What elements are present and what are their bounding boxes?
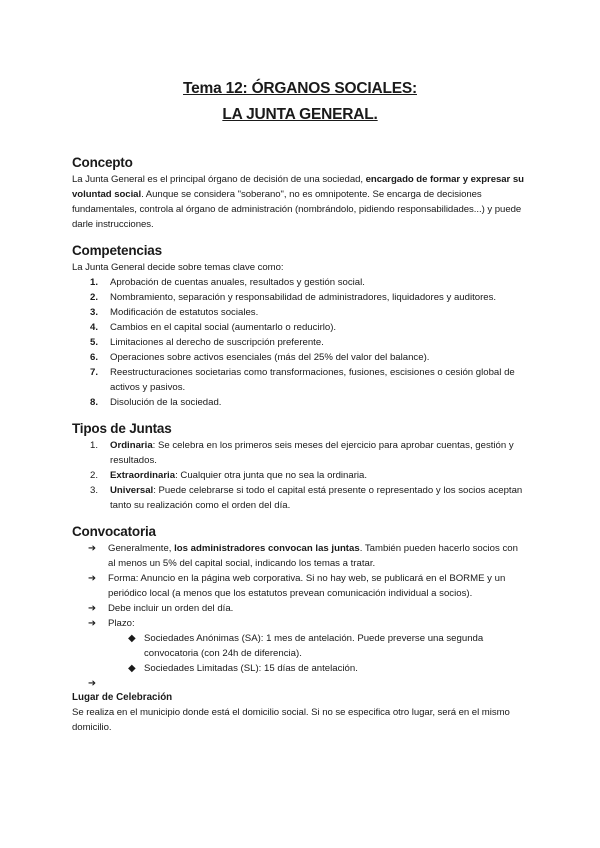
list-item-bold: los administradores convocan las juntas bbox=[174, 543, 360, 554]
lugar-paragraph: Se realiza en el municipio donde está el domicilio social. Si no se especifica otro lugar, será en el mismo domicilio. bbox=[72, 707, 510, 733]
section-concepto bbox=[72, 154, 528, 232]
concepto-paragraph bbox=[72, 172, 528, 232]
list-item bbox=[72, 676, 528, 691]
list-item bbox=[72, 365, 528, 395]
list-item bbox=[72, 305, 528, 320]
arrow-icon: ➔ bbox=[88, 678, 97, 689]
diamond-bullet-icon: ◆ bbox=[128, 663, 136, 674]
list-item bbox=[72, 616, 528, 631]
list-number: 3. bbox=[90, 485, 99, 496]
convocatoria-empty-list bbox=[72, 676, 528, 691]
list-item-text: . También pueden hacerlo socios con al menos un 5% del capital social, indicando los temas a tratar. bbox=[108, 543, 518, 569]
list-number: 1. bbox=[90, 277, 99, 288]
list-item bbox=[72, 601, 528, 616]
list-item bbox=[72, 290, 528, 305]
list-item bbox=[72, 320, 528, 335]
list-item bbox=[72, 483, 528, 513]
heading-tipos: Tipos de Juntas bbox=[72, 421, 172, 436]
concepto-text-2: . Aunque se considera "soberano", no es omnipotente. Se encarga de decisiones fundamentales, controla al órgano de administración (nombrándolo, pidiendo responsabilidades...) y puede darle instrucciones. bbox=[72, 189, 522, 230]
list-number: 4. bbox=[90, 322, 99, 333]
list-item bbox=[72, 275, 528, 290]
document-title bbox=[72, 76, 528, 128]
list-item bbox=[72, 541, 528, 571]
convocatoria-list bbox=[72, 541, 528, 631]
arrow-icon: ➔ bbox=[88, 543, 97, 554]
diamond-bullet-icon: ◆ bbox=[128, 633, 136, 644]
list-item-text: : Cualquier otra junta que no sea la ordinaria. bbox=[175, 470, 368, 481]
tipos-list bbox=[72, 438, 528, 513]
heading-lugar: Lugar de Celebración bbox=[72, 692, 173, 703]
list-number: 3. bbox=[90, 307, 99, 318]
competencias-list bbox=[72, 275, 528, 410]
tipo-label: Universal bbox=[110, 485, 154, 496]
list-number: 2. bbox=[90, 292, 99, 303]
list-item-text: Sociedades Anónimas (SA): 1 mes de antelación. Puede preverse una segunda convocatoria (con 24h de diferencia). bbox=[144, 633, 484, 659]
heading-convocatoria: Convocatoria bbox=[72, 524, 156, 539]
list-item-text: Limitaciones al derecho de suscripción preferente. bbox=[110, 337, 324, 348]
list-item-text: Nombramiento, separación y responsabilidad de administradores, liquidadores y auditores. bbox=[110, 292, 497, 303]
list-number: 7. bbox=[90, 367, 99, 378]
heading-concepto: Concepto bbox=[72, 155, 133, 170]
list-item-text: Sociedades Limitadas (SL): 15 días de antelación. bbox=[144, 663, 358, 674]
list-number: 8. bbox=[90, 397, 99, 408]
title-line-2: LA JUNTA GENERAL. bbox=[222, 106, 378, 123]
list-item-text: Generalmente, bbox=[108, 543, 175, 554]
title-line-1: Tema 12: ÓRGANOS SOCIALES: bbox=[183, 80, 417, 97]
arrow-icon: ➔ bbox=[88, 603, 97, 614]
list-item bbox=[108, 661, 528, 676]
list-item-text: Reestructuraciones societarias como transformaciones, fusiones, escisiones o cesión global de activos y pasivos. bbox=[110, 367, 515, 393]
heading-competencias: Competencias bbox=[72, 243, 162, 258]
list-item-text: Plazo: bbox=[108, 618, 135, 629]
list-item-text: Operaciones sobre activos esenciales (más del 25% del valor del balance). bbox=[110, 352, 430, 363]
section-tipos bbox=[72, 420, 528, 513]
list-item bbox=[72, 395, 528, 410]
list-item bbox=[72, 468, 528, 483]
plazo-list bbox=[72, 631, 528, 676]
concepto-text-bold: encargado de formar y expresar su voluntad social bbox=[72, 174, 524, 200]
list-number: 6. bbox=[90, 352, 99, 363]
list-item-text: Aprobación de cuentas anuales, resultados y gestión social. bbox=[110, 277, 365, 288]
list-item bbox=[72, 438, 528, 468]
arrow-icon: ➔ bbox=[88, 618, 97, 629]
section-competencias bbox=[72, 242, 528, 410]
list-item bbox=[108, 631, 528, 661]
list-item bbox=[72, 571, 528, 601]
arrow-icon: ➔ bbox=[88, 573, 97, 584]
list-item bbox=[72, 335, 528, 350]
list-item bbox=[72, 350, 528, 365]
list-item-text: : Se celebra en los primeros seis meses del ejercicio para aprobar cuentas, gestión y resultados. bbox=[110, 440, 514, 466]
list-item-text: Forma: Anuncio en la página web corporativa. Si no hay web, se publicará en el BORME y un periódico local (a menos que los estatutos prevean comunicación individual a socios). bbox=[108, 573, 506, 599]
document-page bbox=[72, 76, 528, 735]
tipo-label: Extraordinaria bbox=[110, 470, 176, 481]
list-number: 2. bbox=[90, 470, 99, 481]
list-item-text: Disolución de la sociedad. bbox=[110, 397, 222, 408]
tipo-label: Ordinaria bbox=[110, 440, 153, 451]
list-number: 5. bbox=[90, 337, 99, 348]
list-item-text: Modificación de estatutos sociales. bbox=[110, 307, 259, 318]
list-item-text: Debe incluir un orden del día. bbox=[108, 603, 234, 614]
list-item-text: Cambios en el capital social (aumentarlo o reducirlo). bbox=[110, 322, 337, 333]
section-convocatoria bbox=[72, 523, 528, 735]
list-item-text: : Puede celebrarse si todo el capital está presente o representado y los socios aceptan tanto su realización como el orden del día. bbox=[110, 485, 523, 511]
concepto-text-1: La Junta General es el principal órgano de decisión de una sociedad, bbox=[72, 174, 366, 185]
competencias-intro: La Junta General decide sobre temas clave como: bbox=[72, 262, 284, 273]
list-number: 1. bbox=[90, 440, 99, 451]
